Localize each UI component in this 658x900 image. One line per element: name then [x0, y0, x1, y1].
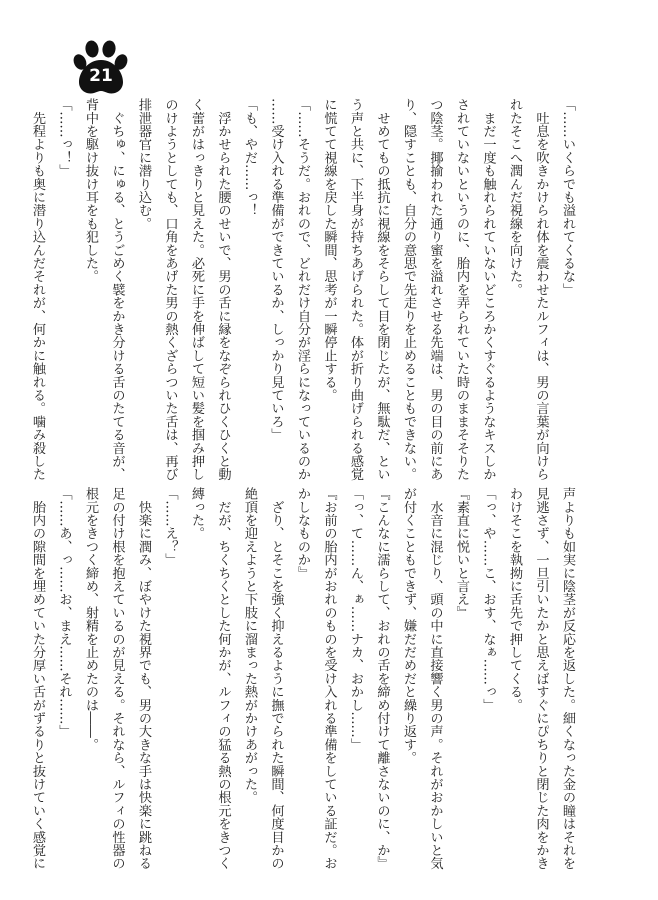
text-line: ぐちゅ、にゅる、とうごめく襞をかき分ける舌のたてる音が、	[109, 98, 125, 481]
text-line: が付くこともできず、嫌だだめだと繰り返す。	[401, 487, 416, 765]
text-line: つ陰茎。揶揄われた通り蜜を溢れさせる先端は、男の目の前にあ	[427, 98, 443, 481]
text-block-top	[24, 98, 581, 481]
text-line: 先程よりも奥に潜り込んだそれが、何かに触れる。噛み殺した	[30, 98, 45, 481]
text-line: ざり、とそこを強く抑えるように撫でられた瞬間、何度目かの	[268, 487, 284, 870]
text-line: 「……いくらでも溢れてくるな」	[560, 98, 575, 296]
text-line: まだ一度も触れられていないどころかくすぐるようなキスしか	[480, 98, 496, 481]
text-line: 声よりも如実に陰茎が反応を返した。細くなった金の瞳はそれを	[560, 487, 575, 870]
text-line: ……受け入れる準備ができているか、しっかり見ていろ」	[268, 98, 284, 442]
text-line: に慌てて視線を戻した瞬間、思考が一瞬停止する。	[321, 98, 337, 402]
text-line: 「……っ！」	[56, 98, 72, 178]
text-line: 足の付け根を抱えているのが見える。それなら、ルフィの性器の	[109, 487, 125, 870]
text-line: 見逃さず、一旦引いたかと思えばすぐにぴちりと閉じた肉をかき	[533, 487, 549, 870]
text-line: う声と共に、下半身が持ちあげられた。体が折り曲げられる感覚	[348, 98, 363, 481]
text-line: 「……そうだ。おれので、どれだけ自分が淫らになっているのか	[295, 98, 310, 481]
text-line: 『こんなに濡らして、おれの舌を締め付けて離さないのに、か』	[374, 487, 390, 870]
text-line: 水音に混じり、頭の中に直接響く男の声。それがおかしいと気	[427, 487, 443, 870]
text-line: 吐息を吹きかけられ体を震わせたルフィは、男の言葉が向けら	[533, 98, 549, 481]
text-line: 「も、やだ……っ！	[242, 98, 257, 217]
text-line: く蕾がはっきりと見えた。必死に手を伸ばして短い髪を掴み押し	[189, 98, 204, 481]
text-line: のけようとしても、口角をあげた男の熱くざらついた舌は、再び	[162, 98, 178, 481]
text-line: 浮かせられた腰のせいで、男の舌に縁をなぞられひくひくと動	[215, 98, 231, 481]
text-line: り、隠すことも、自分の意思で先走りを止めることもできない。	[401, 98, 416, 481]
text-line: 絶頂を迎えようと下肢に溜まった熱がかけあがった。	[242, 487, 257, 804]
page-number: 21	[89, 66, 113, 86]
text-line: かしなものか』	[295, 487, 310, 580]
text-line: 『お前の胎内がおれのものを受け入れる準備をしている証だ。お	[321, 487, 337, 870]
text-line: 背中を駆け抜け耳をも犯した。	[83, 98, 98, 283]
text-line: わけそこを執拗に舌先で押してくる。	[507, 487, 522, 712]
text-line: 胎内の隙間を埋めていた分厚い舌がずるりと抜けていく感覚に	[30, 487, 45, 870]
text-line: 『素直に悦いと言え』	[454, 487, 469, 619]
text-line: だが、ちくちくとした何かが、ルフィの猛る熱の根元をきつく	[215, 487, 231, 870]
text-line: 「っ、て……ん、ぁ……ナカ、おかし……」	[348, 487, 363, 751]
page-number-badge	[72, 40, 130, 98]
text-line: 「……え？」	[162, 487, 178, 567]
text-line: されていないというのに、胎内を弄られていた時のままそそりた	[454, 98, 469, 481]
text-line: せめてもの抵抗に視線をそらして目を閉じたが、無駄だ、とい	[374, 98, 390, 481]
text-line: 快楽に潤み、ぼやけた視界でも、男の大きな手は快楽に跳ねる	[136, 487, 151, 870]
text-block-bottom	[24, 487, 581, 870]
text-line: 「っ、や……こ、おす、なぁ……っ」	[480, 487, 496, 712]
text-line: 根元をきつく締め、射精を止めたのは――。	[83, 487, 98, 751]
text-line: 「……あ、っ……お、まえ……それ……」	[56, 487, 72, 738]
text-line: れたそこへ潤んだ視線を向けた。	[507, 98, 522, 296]
text-line: 縛った。	[189, 487, 204, 540]
text-line: 排泄器官に潜り込む。	[136, 98, 151, 230]
